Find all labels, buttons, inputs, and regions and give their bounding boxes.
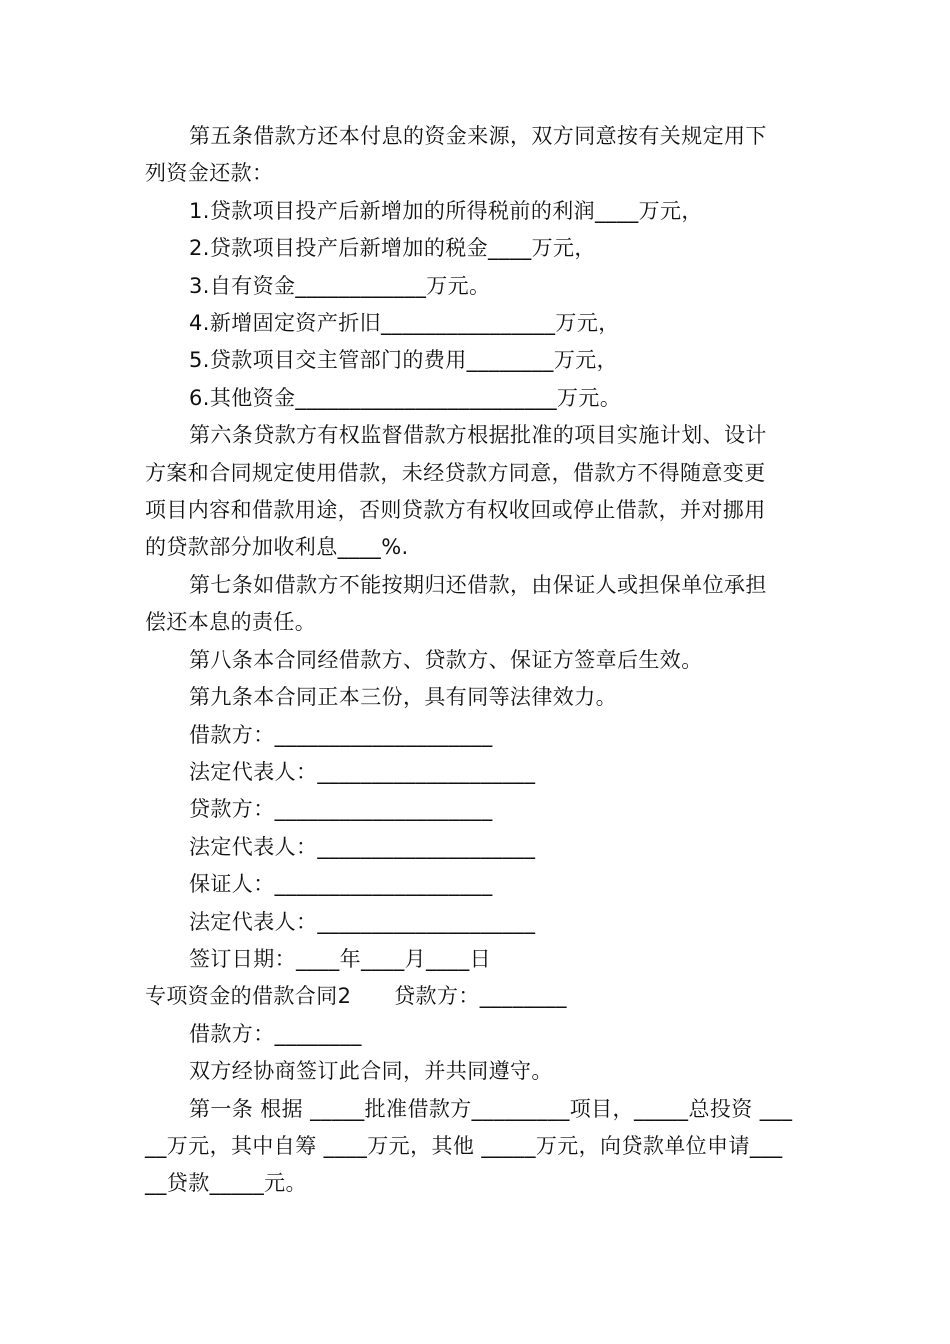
text-line: 偿还本息的责任。 xyxy=(145,610,317,635)
text-line: 列资金还款： xyxy=(145,161,274,186)
text-line: 4.新增固定资产折旧________________万元， xyxy=(189,311,620,336)
text-line: 第五条借款方还本付息的资金来源，双方同意按有关规定用下 xyxy=(189,124,767,148)
text-line: 法定代表人：____________________ xyxy=(189,909,536,934)
text-line: __万元，其中自筹 ____万元，其他 _____万元，向贷款单位申请___ xyxy=(145,1133,783,1158)
text-line: 第九条本合同正本三份，具有同等法律效力。 xyxy=(189,685,617,710)
text-line: 专项资金的借款合同2 贷款方：________ xyxy=(145,984,567,1009)
text-line: 贷款方：____________________ xyxy=(189,797,493,822)
text-line: 6.其他资金________________________万元。 xyxy=(189,385,622,410)
text-line: 借款方：____________________ xyxy=(189,722,493,747)
text-line: 保证人：____________________ xyxy=(189,872,493,897)
text-line: 第八条本合同经借款方、贷款方、保证方签章后生效。 xyxy=(189,647,703,672)
text-line: 签订日期：____年____月____日 xyxy=(189,946,491,971)
text-line: 双方经协商签订此合同，并共同遵守。 xyxy=(189,1059,553,1084)
text-line: 第七条如借款方不能按期归还借款，由保证人或担保单位承担 xyxy=(189,572,767,597)
text-line: 第一条 根据 _____批准借款方_________项目，_____总投资 ___ xyxy=(189,1096,793,1121)
text-line: 项目内容和借款用途，否则贷款方有权收回或停止借款，并对挪用 xyxy=(145,498,766,523)
text-line: 5.贷款项目交主管部门的费用________万元， xyxy=(189,348,619,373)
text-line: 2.贷款项目投产后新增加的税金____万元， xyxy=(189,236,596,261)
text-line: 3.自有资金____________万元。 xyxy=(189,273,491,298)
text-line: __贷款_____元。 xyxy=(145,1171,307,1196)
text-line: 借款方：________ xyxy=(189,1021,362,1046)
text-line: 的贷款部分加收利息____%. xyxy=(145,535,409,560)
text-line: 第六条贷款方有权监督借款方根据批准的项目实施计划、设计 xyxy=(189,423,767,448)
text-line: 法定代表人：____________________ xyxy=(189,759,536,784)
text-line: 1.贷款项目投产后新增加的所得税前的利润____万元， xyxy=(189,198,703,223)
text-line: 法定代表人：____________________ xyxy=(189,834,536,859)
text-line: 方案和合同规定使用借款，未经贷款方同意，借款方不得随意变更 xyxy=(145,460,766,485)
document-page xyxy=(145,118,810,1203)
